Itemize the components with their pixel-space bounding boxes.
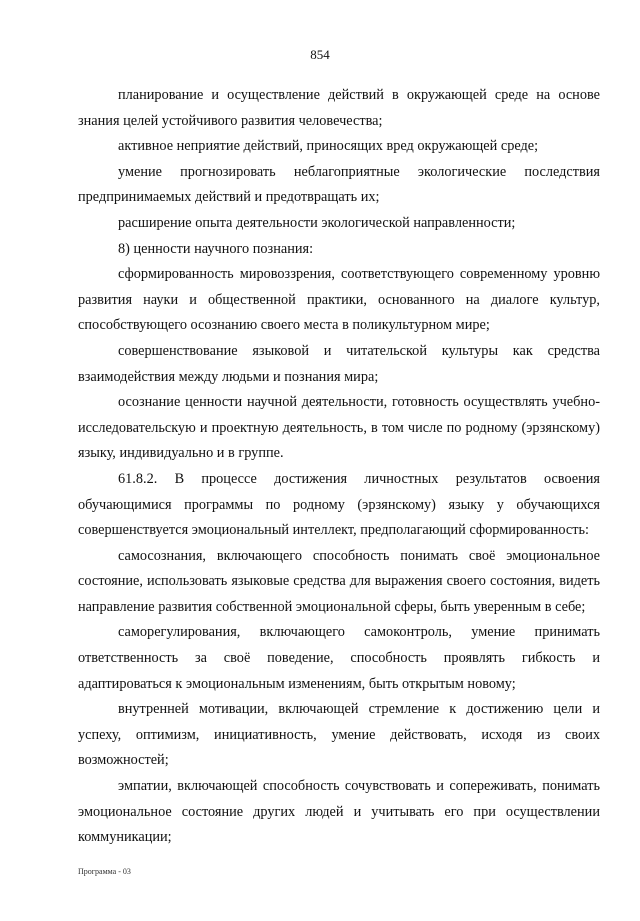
section-heading: 8) ценности научного познания: [118,240,314,257]
paragraph: расширение опыта деятельности экологической направленности; [118,214,516,231]
paragraph: планирование и осуществление действий в окружающей среде на основе знания целей устойчивого развития человечества; [78,87,600,129]
paragraph: эмпатии, включающей способность сочувствовать и сопереживать, понимать эмоциональное состояние других людей и учитывать его при осуществлении коммуникации; [78,778,600,846]
page-number: 854 [310,47,330,62]
paragraph: сформированность мировоззрения, соответствующего современному уровню развития науки и общественной практики, основанного на диалоге культур, способствующего осознанию своего места в поликультурном мире; [78,266,600,334]
clause-paragraph: 61.8.2. В процессе достижения личностных результатов освоения обучающимися программы по родному (эрзянскому) языку у обучающихся совершенствуется эмоциональный интеллект, предполагающий сформированность: [78,470,600,539]
paragraph: совершенствование языковой и читательской культуры как средства взаимодействия между людьми и познания мира; [78,342,600,385]
paragraph: саморегулирования, включающего самоконтроль, умение принимать ответственность за своё поведение, способность проявлять гибкость и адаптироваться к эмоциональным изменениям, быть открытым новому; [78,624,600,692]
page-footer: Программа - 03 [78,867,131,876]
document-body [78,83,600,851]
paragraph: умение прогнозировать неблагоприятные экологические последствия предпринимаемых действий и предотвращать их; [78,163,600,206]
paragraph: самосознания, включающего способность понимать своё эмоциональное состояние, использовать языковые средства для выражения своего состояния, видеть направление развития собственной эмоциональной сферы, быть уверенным в себе; [78,547,600,615]
paragraph: осознание ценности научной деятельности, готовность осуществлять учебно-исследовательскую и проектную деятельность, в том числе по родному (эрзянскому) языку, индивидуально и в группе. [78,394,600,462]
paragraph: внутренней мотивации, включающей стремление к достижению цели и успеху, оптимизм, инициативность, умение действовать, исходя из своих возможностей; [78,701,600,769]
paragraph: активное неприятие действий, приносящих вред окружающей среде; [118,138,539,155]
